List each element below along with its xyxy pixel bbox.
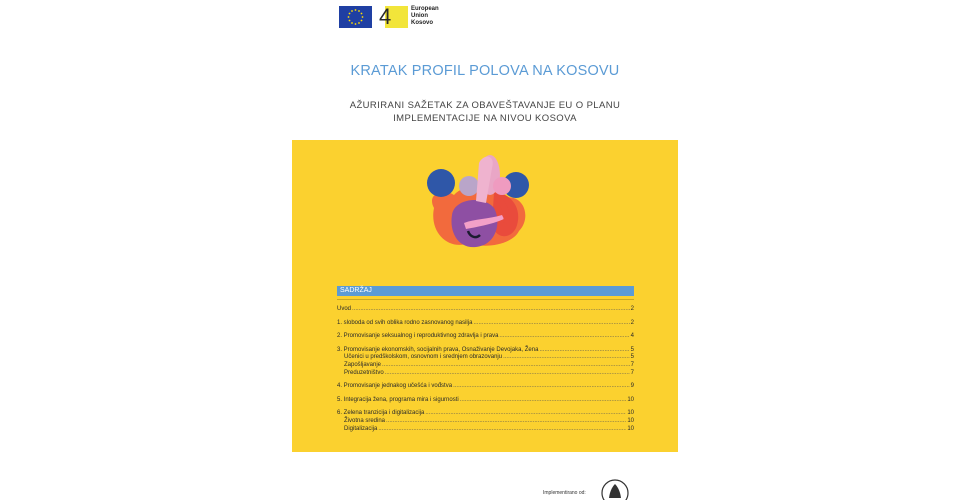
partner-logo-icon bbox=[600, 478, 630, 500]
toc-subentry[interactable]: Preduzetništvo ..... 7 bbox=[337, 370, 634, 378]
toc-subentry[interactable]: Zapošljavanje ..... 7 bbox=[337, 362, 634, 370]
eu-flag-icon bbox=[339, 6, 372, 28]
toc-entry[interactable]: 2. Promovisanje seksualnog i reproduktivnog zdravlja i prava ..... 4 bbox=[337, 333, 634, 341]
toc-entry[interactable]: Uvod ..... 2 bbox=[337, 306, 634, 314]
people-illustration-icon bbox=[424, 153, 534, 253]
eu-logo-text: European Union Kosovo bbox=[411, 6, 439, 26]
implemented-by-label: Implementirano od: bbox=[543, 490, 586, 496]
toc-entry[interactable]: 3. Promovisanje ekonomskih, socijalnih prava, Osnaživanje Devojaka, Žena ..... 5 bbox=[337, 347, 634, 355]
toc-entry[interactable]: 5. Integracija žena, programa mira i sigurnosti ..... 10 bbox=[337, 397, 634, 405]
toc-subentry[interactable]: Učenici u predškolskom, osnovnom i srednjem obrazovanju ..... 5 bbox=[337, 354, 634, 362]
header-logos bbox=[339, 6, 439, 30]
document-title: KRATAK PROFIL POLOVA NA KOSOVU bbox=[350, 63, 620, 79]
toc-subentry[interactable]: Životna sredina ..... 10 bbox=[337, 418, 634, 426]
toc-entry[interactable]: 6. Zelena tranzicija i digitalizacija ..... 10 bbox=[337, 410, 634, 418]
eu4-logo-icon: 4 bbox=[376, 6, 408, 28]
toc-entry[interactable]: 1. sloboda od svih oblika rodno zasnovanog nasilja ..... 2 bbox=[337, 320, 634, 328]
table-of-contents bbox=[337, 286, 634, 433]
document-subtitle: AŽURIRANI SAŽETAK ZA OBAVEŠTAVANJE EU O PLANU IMPLEMENTACIJE NA NIVOU KOSOVA bbox=[349, 100, 621, 124]
toc-entry[interactable]: 4. Promovisanje jednakog učešća i vođstva ..... 9 bbox=[337, 383, 634, 391]
toc-heading: SADRŽAJ bbox=[337, 286, 634, 296]
toc-subentry[interactable]: Digitalizacija ..... 10 bbox=[337, 426, 634, 434]
